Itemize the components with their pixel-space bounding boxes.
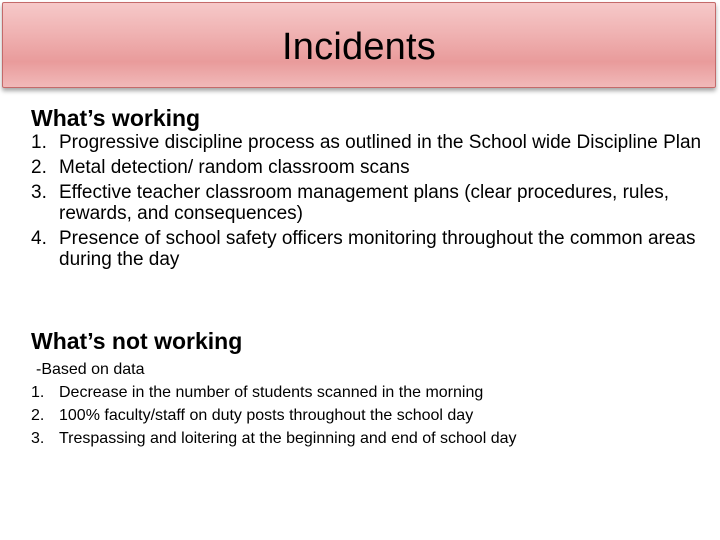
list-item (31, 427, 710, 450)
list-item-text: Metal detection/ random classroom scans (59, 157, 410, 178)
whats-working-heading: What’s working (31, 105, 201, 131)
whats-not-working-section (31, 327, 710, 450)
list-item-text: Progressive discipline process as outlined in the School wide Discipline Plan (59, 132, 702, 153)
list-item (31, 228, 710, 270)
list-number: 1. (31, 384, 45, 401)
list-item-text: Decrease in the number of students scanned in the morning (59, 384, 484, 401)
list-number: 4. (31, 228, 47, 249)
list-number: 3. (31, 182, 47, 203)
whats-working-section (31, 104, 710, 274)
whats-not-working-heading: What’s not working (31, 328, 243, 354)
whats-not-working-list (31, 381, 710, 450)
list-item (31, 381, 710, 404)
list-number: 1. (31, 132, 47, 153)
title-banner (2, 2, 716, 88)
slide-title: Incidents (282, 25, 436, 68)
list-item (31, 157, 710, 178)
list-item-text: Effective teacher classroom management plans (clear procedures, rules, rewards, and consequences) (59, 182, 670, 224)
list-number: 2. (31, 407, 45, 424)
based-on-data-note: -Based on data (36, 361, 145, 378)
list-item (31, 404, 710, 427)
list-item (31, 132, 710, 153)
list-item-text: Trespassing and loitering at the beginning and end of school day (59, 430, 517, 447)
list-item-text: Presence of school safety officers monitoring throughout the common areas during the day (59, 228, 696, 270)
list-number: 3. (31, 430, 45, 447)
whats-working-list (31, 132, 710, 270)
list-item (31, 182, 710, 224)
list-number: 2. (31, 157, 47, 178)
list-item-text: 100% faculty/staff on duty posts throughout the school day (59, 407, 474, 424)
